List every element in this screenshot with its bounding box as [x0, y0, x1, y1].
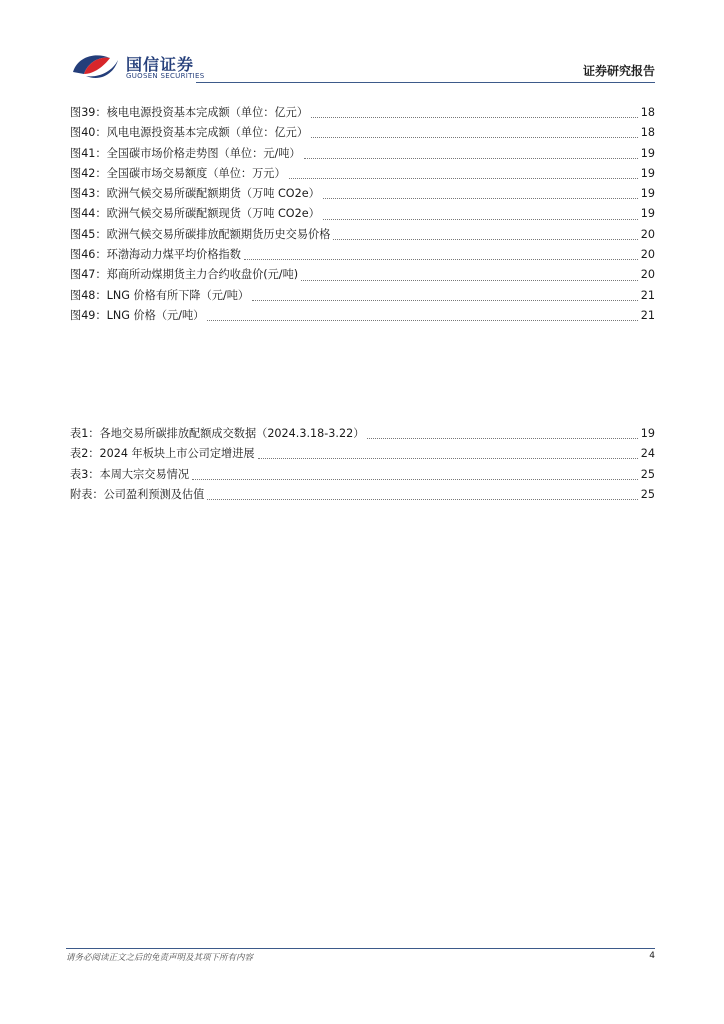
toc-entry-page: 18 — [640, 126, 655, 140]
toc-entry-title: 欧洲气候交易所碳配额现货（万吨 CO2e） — [106, 207, 320, 221]
page-number: 4 — [649, 951, 655, 961]
figure-index-entry[interactable] — [70, 144, 655, 164]
toc-entry-page: 19 — [640, 166, 655, 180]
table-index-entry[interactable] — [70, 485, 655, 505]
toc-dot-leader — [192, 478, 638, 480]
toc-entry-page: 19 — [640, 146, 655, 160]
toc-entry-page: 19 — [640, 427, 655, 440]
toc-entry-label: 图48： — [70, 288, 107, 302]
toc-dot-leader — [289, 177, 638, 179]
logo-english-name: GUOSEN SECURITIES — [126, 72, 205, 80]
toc-entry-title: 公司盈利预测及估值 — [103, 487, 205, 501]
toc-entry-label: 图47： — [70, 268, 107, 282]
toc-entry-title: 欧洲气候交易所碳配额期货（万吨 CO2e） — [106, 187, 320, 201]
toc-dot-leader — [207, 319, 637, 321]
toc-entry-page: 18 — [640, 106, 655, 119]
toc-entry-label: 图49： — [70, 308, 107, 322]
toc-entry-label: 附表： — [70, 487, 104, 501]
footer-disclaimer: 请务必阅读正文之后的免责声明及其项下所有内容 — [66, 953, 254, 963]
table-index-entry[interactable] — [70, 444, 655, 464]
toc-entry-page: 21 — [640, 288, 655, 302]
figure-index-entry[interactable] — [70, 225, 655, 245]
toc-entry-title: 全国碳市场交易额度（单位：万元） — [106, 166, 286, 180]
toc-entry-title: 环渤海动力煤平均价格指数 — [106, 248, 241, 262]
toc-dot-leader — [252, 299, 638, 301]
toc-entry-title: LNG 价格（元/吨） — [106, 308, 205, 322]
figure-index-entry[interactable] — [70, 306, 655, 326]
toc-entry-label: 表2： — [70, 447, 100, 461]
toc-entry-label: 图41： — [70, 146, 107, 160]
toc-dot-leader — [311, 136, 638, 138]
toc-entry-label: 图42： — [70, 166, 107, 180]
guosen-logo — [70, 50, 220, 84]
toc-entry-page: 21 — [640, 308, 655, 322]
toc-entry-label: 图44： — [70, 207, 107, 221]
figure-index-entry[interactable] — [70, 123, 655, 143]
toc-entry-page: 25 — [640, 487, 655, 501]
figure-index-entry[interactable] — [70, 204, 655, 224]
figure-index-entry[interactable] — [70, 286, 655, 306]
toc-entry-title: 郑商所动煤期货主力合约收盘价(元/吨) — [106, 268, 299, 282]
toc-entry-page: 20 — [640, 248, 655, 262]
figure-index-entry[interactable] — [70, 164, 655, 184]
toc-dot-leader — [323, 218, 638, 220]
toc-dot-leader — [207, 498, 637, 500]
figure-index-entry[interactable] — [70, 103, 655, 123]
toc-entry-title: 全国碳市场价格走势图（单位：元/吨） — [106, 146, 301, 160]
toc-entry-page: 20 — [640, 268, 655, 282]
toc-dot-leader — [367, 437, 637, 439]
table-index-entry[interactable] — [70, 465, 655, 485]
logo-chinese-name: 国信证券 — [126, 55, 195, 74]
toc-dot-leader — [258, 457, 638, 459]
toc-entry-label: 表1： — [70, 427, 100, 440]
table-index-list — [70, 424, 655, 505]
toc-entry-label: 图45： — [70, 227, 107, 241]
header-divider — [196, 82, 655, 83]
toc-entry-title: 2024 年板块上市公司定增进展 — [99, 447, 255, 461]
toc-entry-page: 25 — [640, 467, 655, 481]
figure-index-list — [70, 103, 655, 326]
toc-entry-label: 表3： — [70, 467, 100, 481]
toc-entry-label: 图40： — [70, 126, 107, 140]
toc-entry-title: 风电电源投资基本完成额（单位：亿元） — [106, 126, 309, 140]
figure-index-entry[interactable] — [70, 245, 655, 265]
toc-entry-page: 24 — [640, 447, 655, 461]
report-type-label: 证券研究报告 — [582, 64, 655, 78]
toc-entry-label: 图43： — [70, 187, 107, 201]
page-header — [70, 48, 655, 84]
toc-entry-label: 图39： — [70, 106, 107, 119]
toc-dot-leader — [304, 157, 638, 159]
footer-divider — [66, 948, 655, 949]
table-index-entry[interactable] — [70, 424, 655, 444]
guosen-logo-mark-icon — [70, 50, 122, 82]
toc-dot-leader — [301, 279, 638, 281]
toc-dot-leader — [311, 116, 638, 118]
toc-dot-leader — [244, 258, 638, 260]
figure-index-entry[interactable] — [70, 265, 655, 285]
toc-entry-title: 核电电源投资基本完成额（单位：亿元） — [106, 106, 309, 119]
toc-entry-page: 19 — [640, 207, 655, 221]
toc-entry-title: 各地交易所碳排放配额成交数据（2024.3.18-3.22） — [99, 427, 365, 440]
toc-entry-title: 欧洲气候交易所碳排放配额期货历史交易价格 — [106, 227, 331, 241]
toc-entry-label: 图46： — [70, 248, 107, 262]
toc-entry-page: 19 — [640, 187, 655, 201]
toc-dot-leader — [323, 197, 638, 199]
toc-entry-title: LNG 价格有所下降（元/吨） — [106, 288, 250, 302]
toc-entry-title: 本周大宗交易情况 — [99, 467, 190, 481]
toc-dot-leader — [333, 238, 637, 240]
figure-index-entry[interactable] — [70, 184, 655, 204]
toc-entry-page: 20 — [640, 227, 655, 241]
